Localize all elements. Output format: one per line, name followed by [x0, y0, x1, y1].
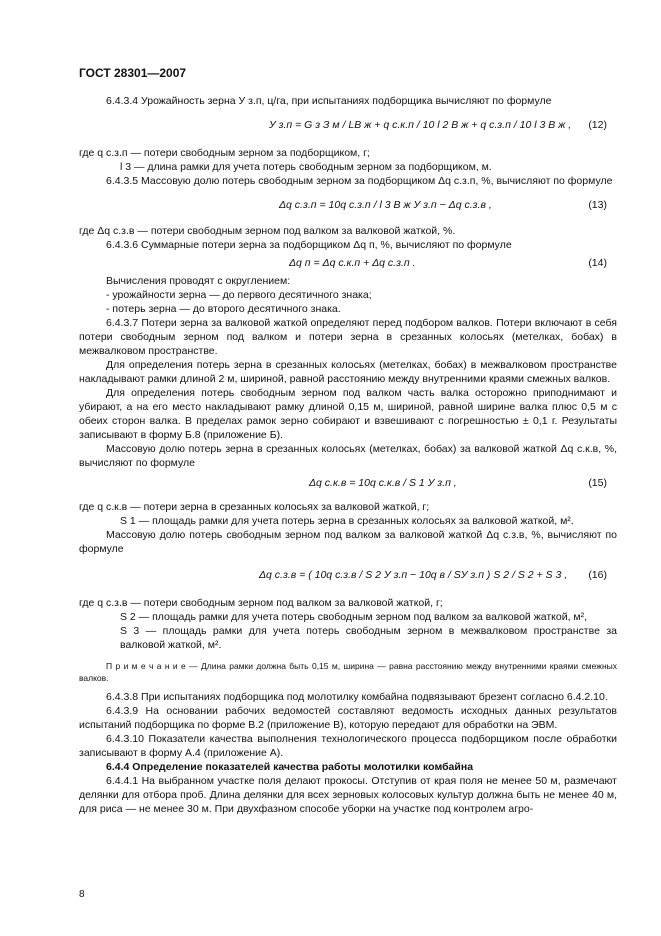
definition-q-szv: где q с.з.в — потери свободным зерном под валком за валковой жаткой, г;: [79, 597, 443, 609]
page-number: 8: [79, 889, 85, 900]
paragraph-mass-share-ears: Массовую долю потерь зерна в срезанных колосьях (метелках, бобах) за валковой жаткой Δq с.к.в, %, вычисляют по формуле: [79, 443, 617, 469]
paragraph-6-4-3-4: 6.4.3.4 Урожайность зерна У з.п, ц/га, при испытаниях подборщика вычисляют по формуле: [106, 95, 552, 107]
formula-15-number: (15): [588, 477, 607, 489]
paragraph-6-4-3-7: 6.4.3.7 Потери зерна за валковой жаткой определяют перед подбором валков. Потери включают в себя потери свободным зерном под валком и потери зерна в срезанных колосьях (метелках, бобах) в межвалковом пространстве.: [79, 317, 617, 357]
formula-12-number: (12): [588, 119, 607, 131]
definition-s2: S 2 — площадь рамки для учета потерь свободным зерном под валком за валковой жаткой, м²,: [120, 611, 588, 623]
rounding-item-2: - потерь зерна — до второго десятичного знака.: [106, 303, 341, 315]
paragraph-6-4-4-1: 6.4.4.1 На выбранном участке поля делают прокосы. Отступив от края поля не менее 50 м, размечают делянки для отбора проб. Длина делянки для всех зерновых колосовых культур должна быть не менее 40 м, для риса — не менее 30 м. При двухфазном способе уборки на участке под контролем агро-: [79, 775, 617, 815]
formula-12: [79, 112, 617, 146]
paragraph-mass-share-free-grain: Массовую долю потерь свободным зерном под валком за валковой жаткой Δq с.з.в, %, вычисляют по формуле: [79, 529, 617, 555]
formula-16-body: Δq с.з.в = ( 10q с.з.в / S 2 У з.п − 10q в / SУ з.п ) S 2 / S 2 + S 3 ,: [259, 569, 568, 581]
formula-13-number: (13): [588, 199, 607, 211]
definition-q-szp: где q с.з.п — потери свободным зерном за подборщиком, г;: [79, 147, 370, 159]
note: П р и м е ч а н и е — Длина рамки должна быть 0,15 м, ширина — равна расстоянию между внутренними краями смежных валков.: [79, 661, 617, 683]
definition-dq-szv: где Δq с.з.в — потери свободным зерном под валком за валковой жаткой, %.: [79, 225, 456, 237]
formula-12-body: У з.п = G з З м / LB ж + q с.к.п / 10 l 2 B ж + q с.з.п / 10 l 3 B ж ,: [269, 119, 572, 131]
formula-14-body: Δq п = Δq с.к.п + Δq с.з.п .: [289, 257, 416, 269]
rounding-item-1: - урожайности зерна — до первого десятичного знака;: [106, 289, 372, 301]
formula-15-body: Δq с.к.в = 10q с.к.в / S 1 У з.п ,: [309, 477, 457, 489]
formula-16-number: (16): [588, 569, 607, 581]
definition-l3: l 3 — длина рамки для учета потерь свободным зерном за подборщиком, м.: [120, 161, 492, 173]
paragraph-6-4-3-10: 6.4.3.10 Показатели качества выполнения технологического процесса подборщиком после обработки записывают в форму А.4 (приложение А).: [79, 733, 617, 759]
formula-16: [79, 556, 617, 596]
rounding-intro: Вычисления проводят с округлением:: [106, 275, 291, 287]
formula-14-number: (14): [588, 257, 607, 269]
formula-13: [79, 190, 617, 224]
paragraph-frames-free-grain: Для определения потерь свободным зерном под валком часть валка осторожно приподнимают и убирают, а на его место накладывают рамку длиной 0,15 м, шириной, равной ширине валка плюс 0,5 м с обеих сторон валка. В пределах рамок зерно собирают и взвешивают с погрешностью ± 0,1 г. Результаты записывают в форму Б.8 (приложение Б).: [79, 387, 617, 441]
formula-15: [79, 470, 617, 500]
formula-14: [79, 252, 617, 274]
paragraph-6-4-3-8: 6.4.3.8 При испытаниях подборщика под молотилку комбайна подвязывают брезент согласно 6.4.2.10.: [106, 691, 608, 703]
section-heading-6-4-4: 6.4.4 Определение показателей качества работы молотилки комбайна: [106, 761, 474, 773]
definition-q-skv: где q с.к.в — потери зерна в срезанных колосьях за валковой жаткой, г;: [79, 501, 430, 513]
paragraph-6-4-3-9: 6.4.3.9 На основании рабочих ведомостей составляют ведомость исходных данных результатов испытаний подборщика по форме В.2 (приложение В), которую передают для обработки на ЭВМ.: [79, 705, 617, 731]
page-content: [79, 94, 617, 816]
definition-s3: S 3 — площадь рамки для учета потерь свободным зерном в межвалковом пространстве за валковой жаткой, м².: [120, 625, 617, 651]
paragraph-6-4-3-6: 6.4.3.6 Суммарные потери зерна за подборщиком Δq п, %, вычисляют по формуле: [106, 239, 512, 251]
paragraph-6-4-3-5: 6.4.3.5 Массовую долю потерь свободным зерном за подборщиком Δq с.з.п, %, вычисляют по формуле: [106, 175, 613, 187]
formula-13-body: Δq с.з.п = 10q с.з.п / l 3 B ж У з.п − Δq с.з.в ,: [279, 199, 492, 211]
paragraph-frames-ears: Для определения потерь зерна в срезанных колосьях (метелках, бобах) в межвалковом пространстве накладывают рамки длиной 2 м, шириной, равной расстоянию между внутренними краями смежных валков.: [79, 359, 617, 385]
document-header: ГОСТ 28301—2007: [79, 66, 187, 80]
definition-s1: S 1 — площадь рамки для учета потерь зерна в срезанных колосьях за валковой жаткой, м².: [120, 515, 574, 527]
